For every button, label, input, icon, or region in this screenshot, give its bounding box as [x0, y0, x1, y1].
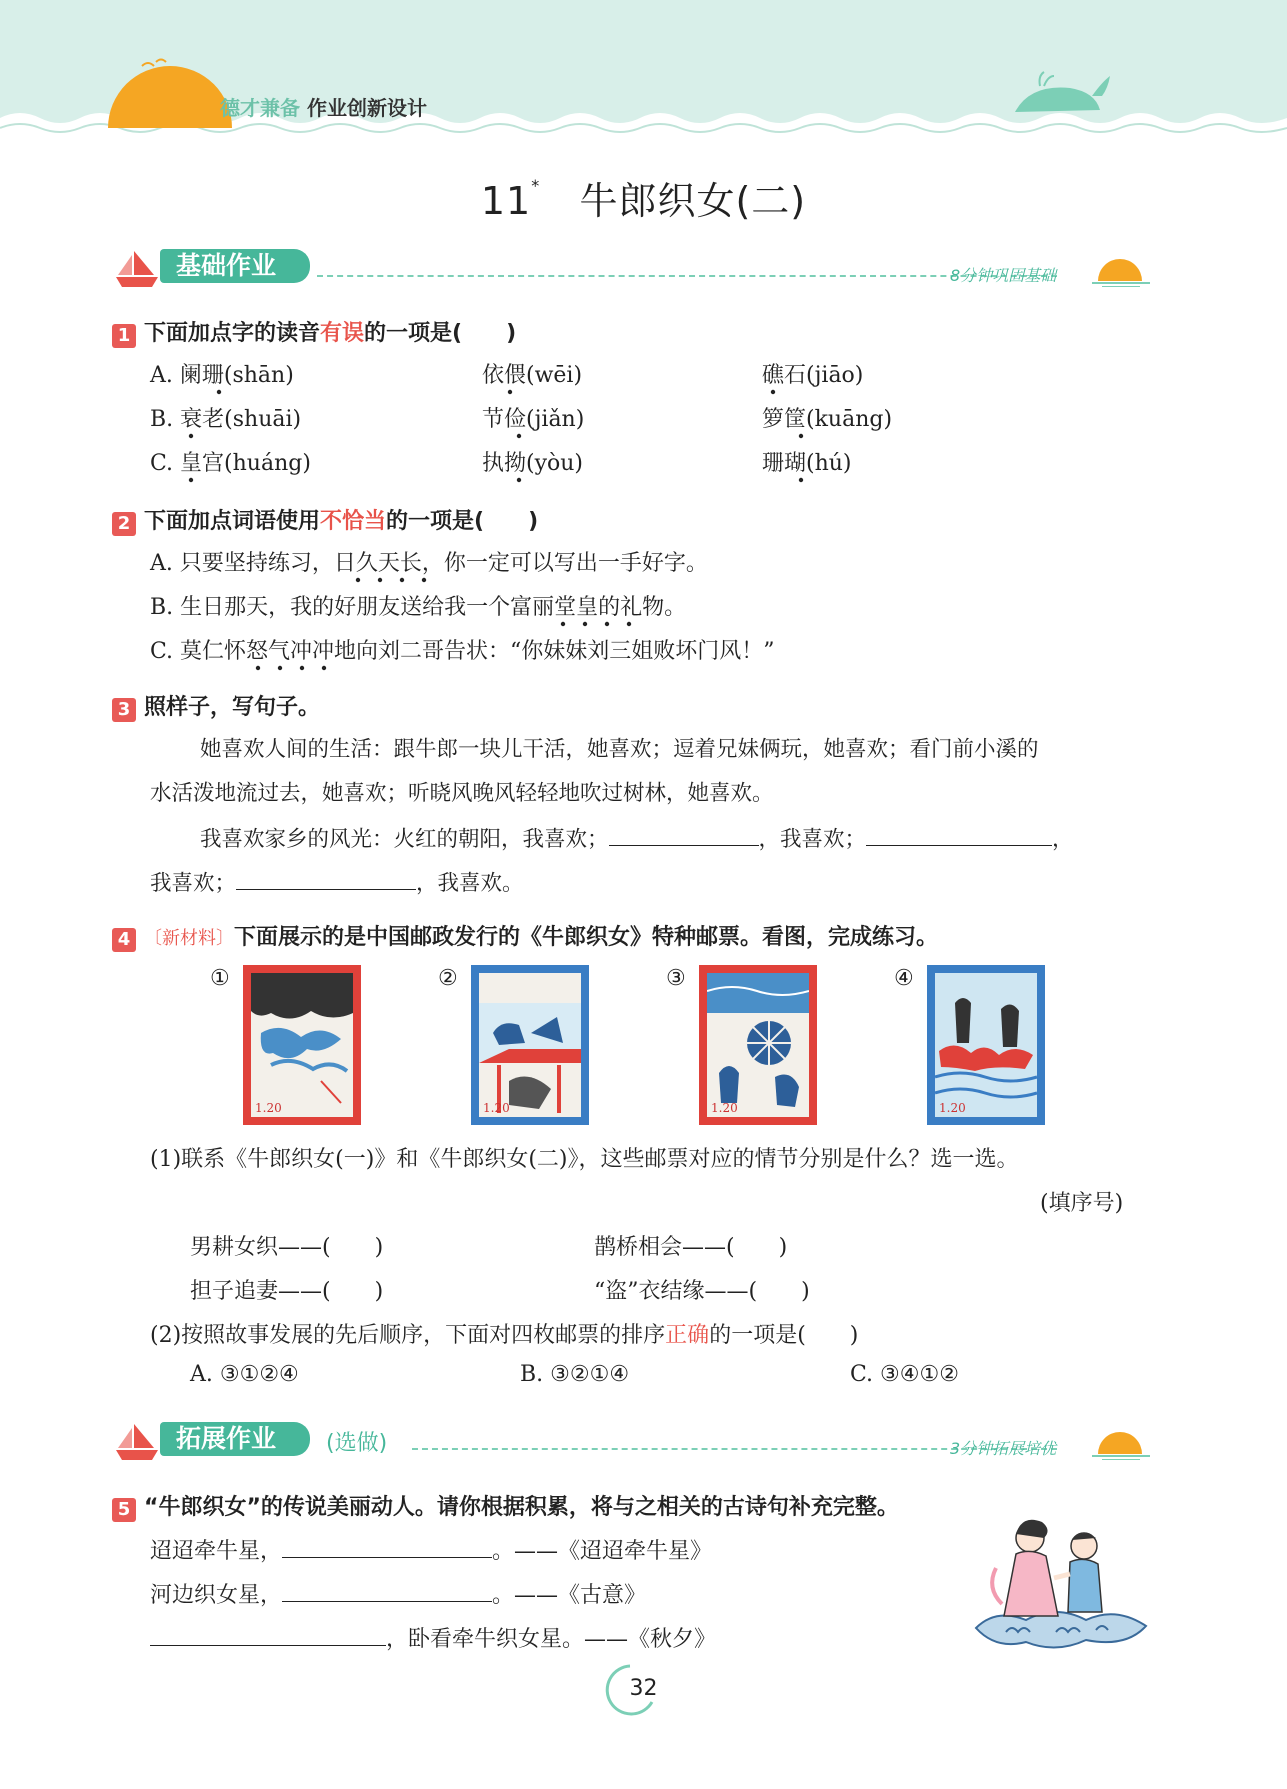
- q3-example-line1: 她喜欢人间的生活：跟牛郎一块儿干活，她喜欢；逗着兄妹俩玩，她喜欢；看门前小溪的: [200, 737, 1039, 762]
- header-brand: [220, 92, 427, 121]
- q5-poem-source: 。——《古意》: [492, 1583, 647, 1608]
- question-4: [112, 920, 938, 952]
- q2-option-b: B. 生日那天，我的好朋友送给我一个富丽堂皇的礼物。: [150, 595, 687, 620]
- q1-option-c3: 珊瑚(hú): [762, 451, 852, 476]
- section-label-extended: 拓展作业: [160, 1422, 310, 1456]
- q5-poem-source: 。——《迢迢牵牛星》: [492, 1539, 713, 1564]
- q4-sub1-prompt: (1)联系《牛郎织女(一)》和《牛郎织女(二)》，这些邮票对应的情节分别是什么？选一选。: [150, 1147, 1019, 1172]
- q4-answer-c[interactable]: C. ③④①②: [850, 1362, 959, 1387]
- section-label-basic: 基础作业: [160, 249, 310, 283]
- q5-line-2: [150, 1578, 646, 1609]
- section-timing-extended: 3分钟拓展培优: [950, 1439, 1057, 1458]
- stamp-2: [471, 965, 589, 1125]
- page-number-text: 32: [629, 1676, 658, 1701]
- stamp-1: [243, 965, 361, 1125]
- q4-prompt: 下面展示的是中国邮政发行的《牛郎织女》特种邮票。看图，完成练习。: [234, 925, 939, 950]
- sun-icon: [108, 66, 232, 128]
- question-number: 5: [112, 1498, 136, 1522]
- q4-sub1-note: (填序号): [1040, 1191, 1124, 1216]
- page-number-decoration: [600, 1662, 660, 1718]
- section-timing-basic: 8分钟巩固基础: [950, 266, 1057, 285]
- q2-prompt-post: 的一项是( ): [386, 509, 539, 534]
- q1-option-b1: B. 衰老(shuāi): [150, 407, 302, 432]
- stamp-label-3: ③: [666, 966, 686, 991]
- sun-icon: [1092, 255, 1150, 287]
- lesson-title: [0, 170, 1287, 225]
- q5-line-1: [150, 1534, 712, 1565]
- q4-answer-a[interactable]: A. ③①②④: [190, 1362, 299, 1387]
- q3-task-text: 我喜欢；: [150, 871, 237, 896]
- question-number: 1: [112, 324, 136, 348]
- q3-task-text: ，我喜欢；: [758, 827, 867, 852]
- header-decoration: [0, 0, 1287, 150]
- stamp-value: 1.20: [255, 1101, 282, 1115]
- q1-option-b3: 箩筐(kuāng): [762, 407, 893, 432]
- question-number: 2: [112, 512, 136, 536]
- q5-blank-1[interactable]: [282, 1537, 492, 1558]
- stamp-4-art: [935, 973, 1037, 1117]
- section-divider: [317, 275, 1057, 277]
- lesson-title-text: 牛郎织女(二): [579, 179, 807, 223]
- whale-icon: [1015, 72, 1110, 112]
- lesson-number: 11: [480, 179, 532, 223]
- sun-icon: [1092, 1428, 1150, 1460]
- q4-match-chasing-wife[interactable]: 担子追妻——( ): [190, 1279, 384, 1304]
- q4-match-stolen-clothes[interactable]: “盗”衣结缘——( ): [594, 1279, 810, 1304]
- q2-option-a: A. 只要坚持练习，日久天长，你一定可以写出一手好字。: [150, 551, 708, 576]
- stamp-value: 1.20: [939, 1101, 966, 1115]
- q5-poem-text: 迢迢牵牛星，: [150, 1539, 283, 1564]
- q3-prompt: 照样子，写句子。: [144, 695, 321, 720]
- q1-prompt-post: 的一项是( ): [364, 321, 517, 346]
- q4-match-plowing[interactable]: 男耕女织——( ): [190, 1235, 384, 1260]
- q1-option-a2: 依偎(wēi): [482, 363, 583, 388]
- q3-blank-3[interactable]: [236, 869, 416, 890]
- q4-match-magpie-bridge[interactable]: 鹊桥相会——( ): [594, 1235, 788, 1260]
- brand-dark-text: 作业创新设计: [306, 96, 427, 120]
- q3-blank-2[interactable]: [866, 825, 1052, 846]
- q3-task-text: ，我喜欢。: [416, 871, 524, 896]
- q1-prompt-pre: 下面加点字的读音: [144, 321, 321, 346]
- stamp-value: 1.20: [483, 1101, 510, 1115]
- q3-task-text: ，: [1052, 827, 1074, 852]
- q5-prompt: “牛郎织女”的传说美丽动人。请你根据积累，将与之相关的古诗句补充完整。: [144, 1495, 899, 1520]
- q5-line-3: [150, 1622, 716, 1653]
- q4-sub2-prompt: [150, 1318, 858, 1349]
- q4-sub2-highlight: 正确: [665, 1323, 710, 1348]
- q2-option-c: C. 莫仁怀怒气冲冲地向刘二哥告状：“你妹妹刘三姐败坏门风！”: [150, 639, 775, 664]
- question-1: [112, 316, 516, 348]
- q1-prompt-highlight: 有误: [320, 321, 365, 346]
- stamp-label-1: ①: [210, 966, 230, 991]
- section-optional-note: (选做): [326, 1431, 388, 1456]
- q4-answer-b[interactable]: B. ③②①④: [520, 1362, 630, 1387]
- stamp-2-art: [479, 973, 581, 1117]
- lesson-mark: *: [531, 176, 541, 195]
- q4-new-material-tag: 〔新材料〕: [144, 928, 234, 949]
- q1-option-b2: 节俭(jiǎn): [482, 407, 585, 432]
- question-number: 3: [112, 698, 136, 722]
- q3-task-line2: [150, 866, 524, 897]
- q5-poem-source: ，卧看牵牛织女星。——《秋夕》: [386, 1627, 717, 1652]
- q5-poem-text: 河边织女星，: [150, 1583, 283, 1608]
- stamp-label-4: ④: [894, 966, 914, 991]
- question-number: 4: [112, 928, 136, 952]
- stamp-label-2: ②: [438, 966, 458, 991]
- section-banner-extended: [112, 1420, 1147, 1460]
- stamp-3: [699, 965, 817, 1125]
- q3-task-line1: [200, 822, 1074, 853]
- q1-option-a1: A. 阑珊(shān): [150, 363, 294, 388]
- q5-blank-2[interactable]: [282, 1581, 492, 1602]
- q3-example-line2: 水活泼地流过去，她喜欢；听晓风晚风轻轻地吹过树林，她喜欢。: [150, 781, 774, 806]
- q3-blank-1[interactable]: [609, 825, 759, 846]
- section-banner-basic: [112, 247, 1147, 287]
- question-2: [112, 504, 538, 536]
- q2-prompt-highlight: 不恰当: [320, 509, 387, 534]
- stamp-value: 1.20: [711, 1101, 738, 1115]
- question-5: [112, 1490, 899, 1522]
- q2-prompt-pre: 下面加点词语使用: [144, 509, 321, 534]
- q1-option-c2: 执拗(yòu): [482, 451, 584, 476]
- q5-blank-3[interactable]: [150, 1625, 386, 1646]
- brand-green-text: 德才兼备: [220, 96, 300, 120]
- q3-task-text: 我喜欢家乡的风光：火红的朝阳，我喜欢；: [200, 827, 609, 852]
- stamp-3-art: [707, 973, 809, 1117]
- boat-icon: [112, 247, 162, 289]
- q4-sub2-pre: (2)按照故事发展的先后顺序，下面对四枚邮票的排序: [150, 1323, 666, 1348]
- question-3: [112, 690, 320, 722]
- stamp-1-art: [251, 973, 353, 1117]
- q4-sub2-post: 的一项是( ): [709, 1323, 859, 1348]
- stamp-4: [927, 965, 1045, 1125]
- cowherd-weaver-illustration: [966, 1508, 1156, 1658]
- boat-icon: [112, 1420, 162, 1462]
- q1-option-a3: 礁石(jiāo): [762, 363, 864, 388]
- page-header: [0, 0, 1287, 150]
- q1-option-c1: C. 皇宫(huáng): [150, 451, 311, 476]
